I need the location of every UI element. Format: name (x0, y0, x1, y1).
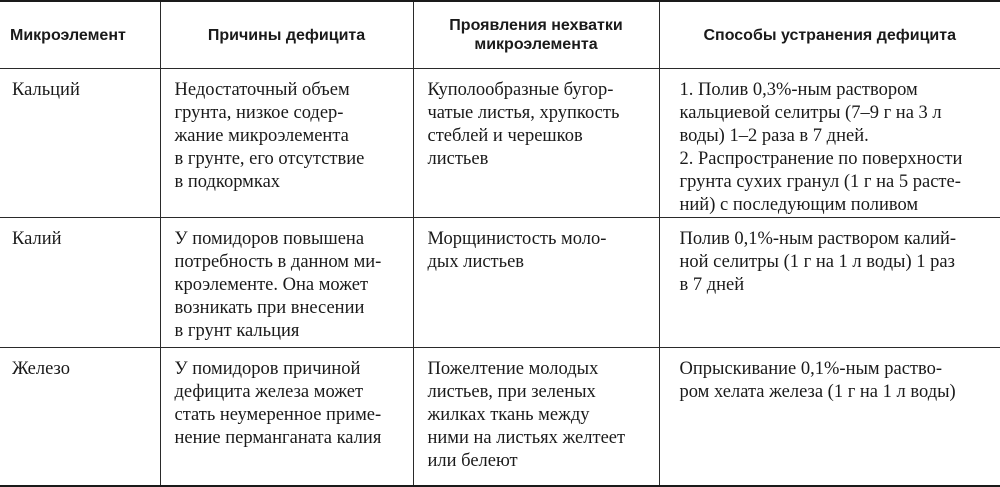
symptom-line: Пожелтение молодых (427, 359, 599, 379)
remedy-line: Опрыскивание 0,1%-ным раство- (679, 359, 943, 379)
cell-element (0, 218, 160, 348)
remedy-line: грунта сухих гранул (1 г на 5 расте- (679, 172, 961, 192)
cause-line: Недостаточный объем (174, 80, 350, 100)
header-text: Проявления нехватки (449, 17, 623, 34)
cause-line: возникать при внесении (174, 298, 365, 318)
element-name: Железо (12, 359, 70, 379)
cause-line: в грунт кальция (174, 321, 300, 341)
cause-line: нение перманганата калия (174, 428, 382, 448)
cause-line: У помидоров причиной (174, 359, 361, 379)
header-text: Способы устранения дефицита (703, 26, 956, 44)
remedy-line: Полив 0,1%-ным раствором калий- (679, 229, 957, 249)
cell-remedy (659, 218, 1000, 348)
element-name: Кальций (12, 80, 80, 100)
cause-line: грунта, низкое содер- (174, 103, 344, 123)
remedy-line: ной селитры (1 г на 1 л воды) 1 раз (679, 252, 955, 272)
header-remedies (659, 1, 1000, 69)
remedy-line: ром хелата железа (1 г на 1 л воды) (679, 382, 956, 402)
table-row (0, 218, 1000, 348)
symptom-line: листьев (427, 149, 489, 169)
cell-cause (160, 348, 413, 486)
symptom-line: ними на листьях желтеет (427, 428, 626, 448)
cause-line: дефицита железа может (174, 382, 364, 402)
cell-cause (160, 69, 413, 218)
cell-element (0, 348, 160, 486)
cell-symptoms (413, 348, 659, 486)
cell-symptoms (413, 69, 659, 218)
cell-element (0, 69, 160, 218)
remedy-line: воды) 1–2 раза в 7 дней. (679, 126, 869, 146)
remedy-line: 2. Распространение по поверхности (679, 149, 963, 169)
header-text: Микроэлемент (10, 26, 126, 44)
symptom-line: жилках ткань между (427, 405, 590, 425)
header-symptoms (413, 1, 659, 69)
cause-line: стать неумеренное приме- (174, 405, 382, 425)
header-causes (160, 1, 413, 69)
symptom-line: Куполообразные бугор- (427, 80, 614, 100)
cell-symptoms (413, 218, 659, 348)
table-row (0, 348, 1000, 486)
remedy-line: ний) с последующим поливом (679, 195, 919, 215)
header-text: Причины дефицита (207, 26, 366, 44)
table-header-row (0, 1, 1000, 69)
symptom-line: чатые листья, хрупкость (427, 103, 620, 123)
cell-remedy (659, 69, 1000, 218)
symptom-line: Морщинистость моло- (427, 229, 607, 249)
cause-line: У помидоров повышена (174, 229, 365, 249)
symptom-line: дых листьев (427, 252, 525, 272)
table-row (0, 69, 1000, 218)
cause-line: в подкормках (174, 172, 281, 192)
cause-line: кроэлементе. Она может (174, 275, 369, 295)
remedy-line: кальциевой селитры (7–9 г на 3 л (679, 103, 942, 123)
header-text: микроэлемента (474, 36, 598, 53)
element-name: Калий (12, 229, 62, 249)
cell-remedy (659, 348, 1000, 486)
symptom-line: листьев, при зеленых (427, 382, 596, 402)
cause-line: в грунте, его отсутствие (174, 149, 365, 169)
symptom-line: стеблей и черешков (427, 126, 583, 146)
remedy-line: в 7 дней (679, 275, 745, 295)
header-microelement (0, 1, 160, 69)
cause-line: жание микроэлемента (174, 126, 349, 146)
cell-cause (160, 218, 413, 348)
symptom-line: или белеют (427, 451, 518, 471)
cause-line: потребность в данном ми- (174, 252, 382, 272)
remedy-line: 1. Полив 0,3%-ным раствором (679, 80, 918, 100)
